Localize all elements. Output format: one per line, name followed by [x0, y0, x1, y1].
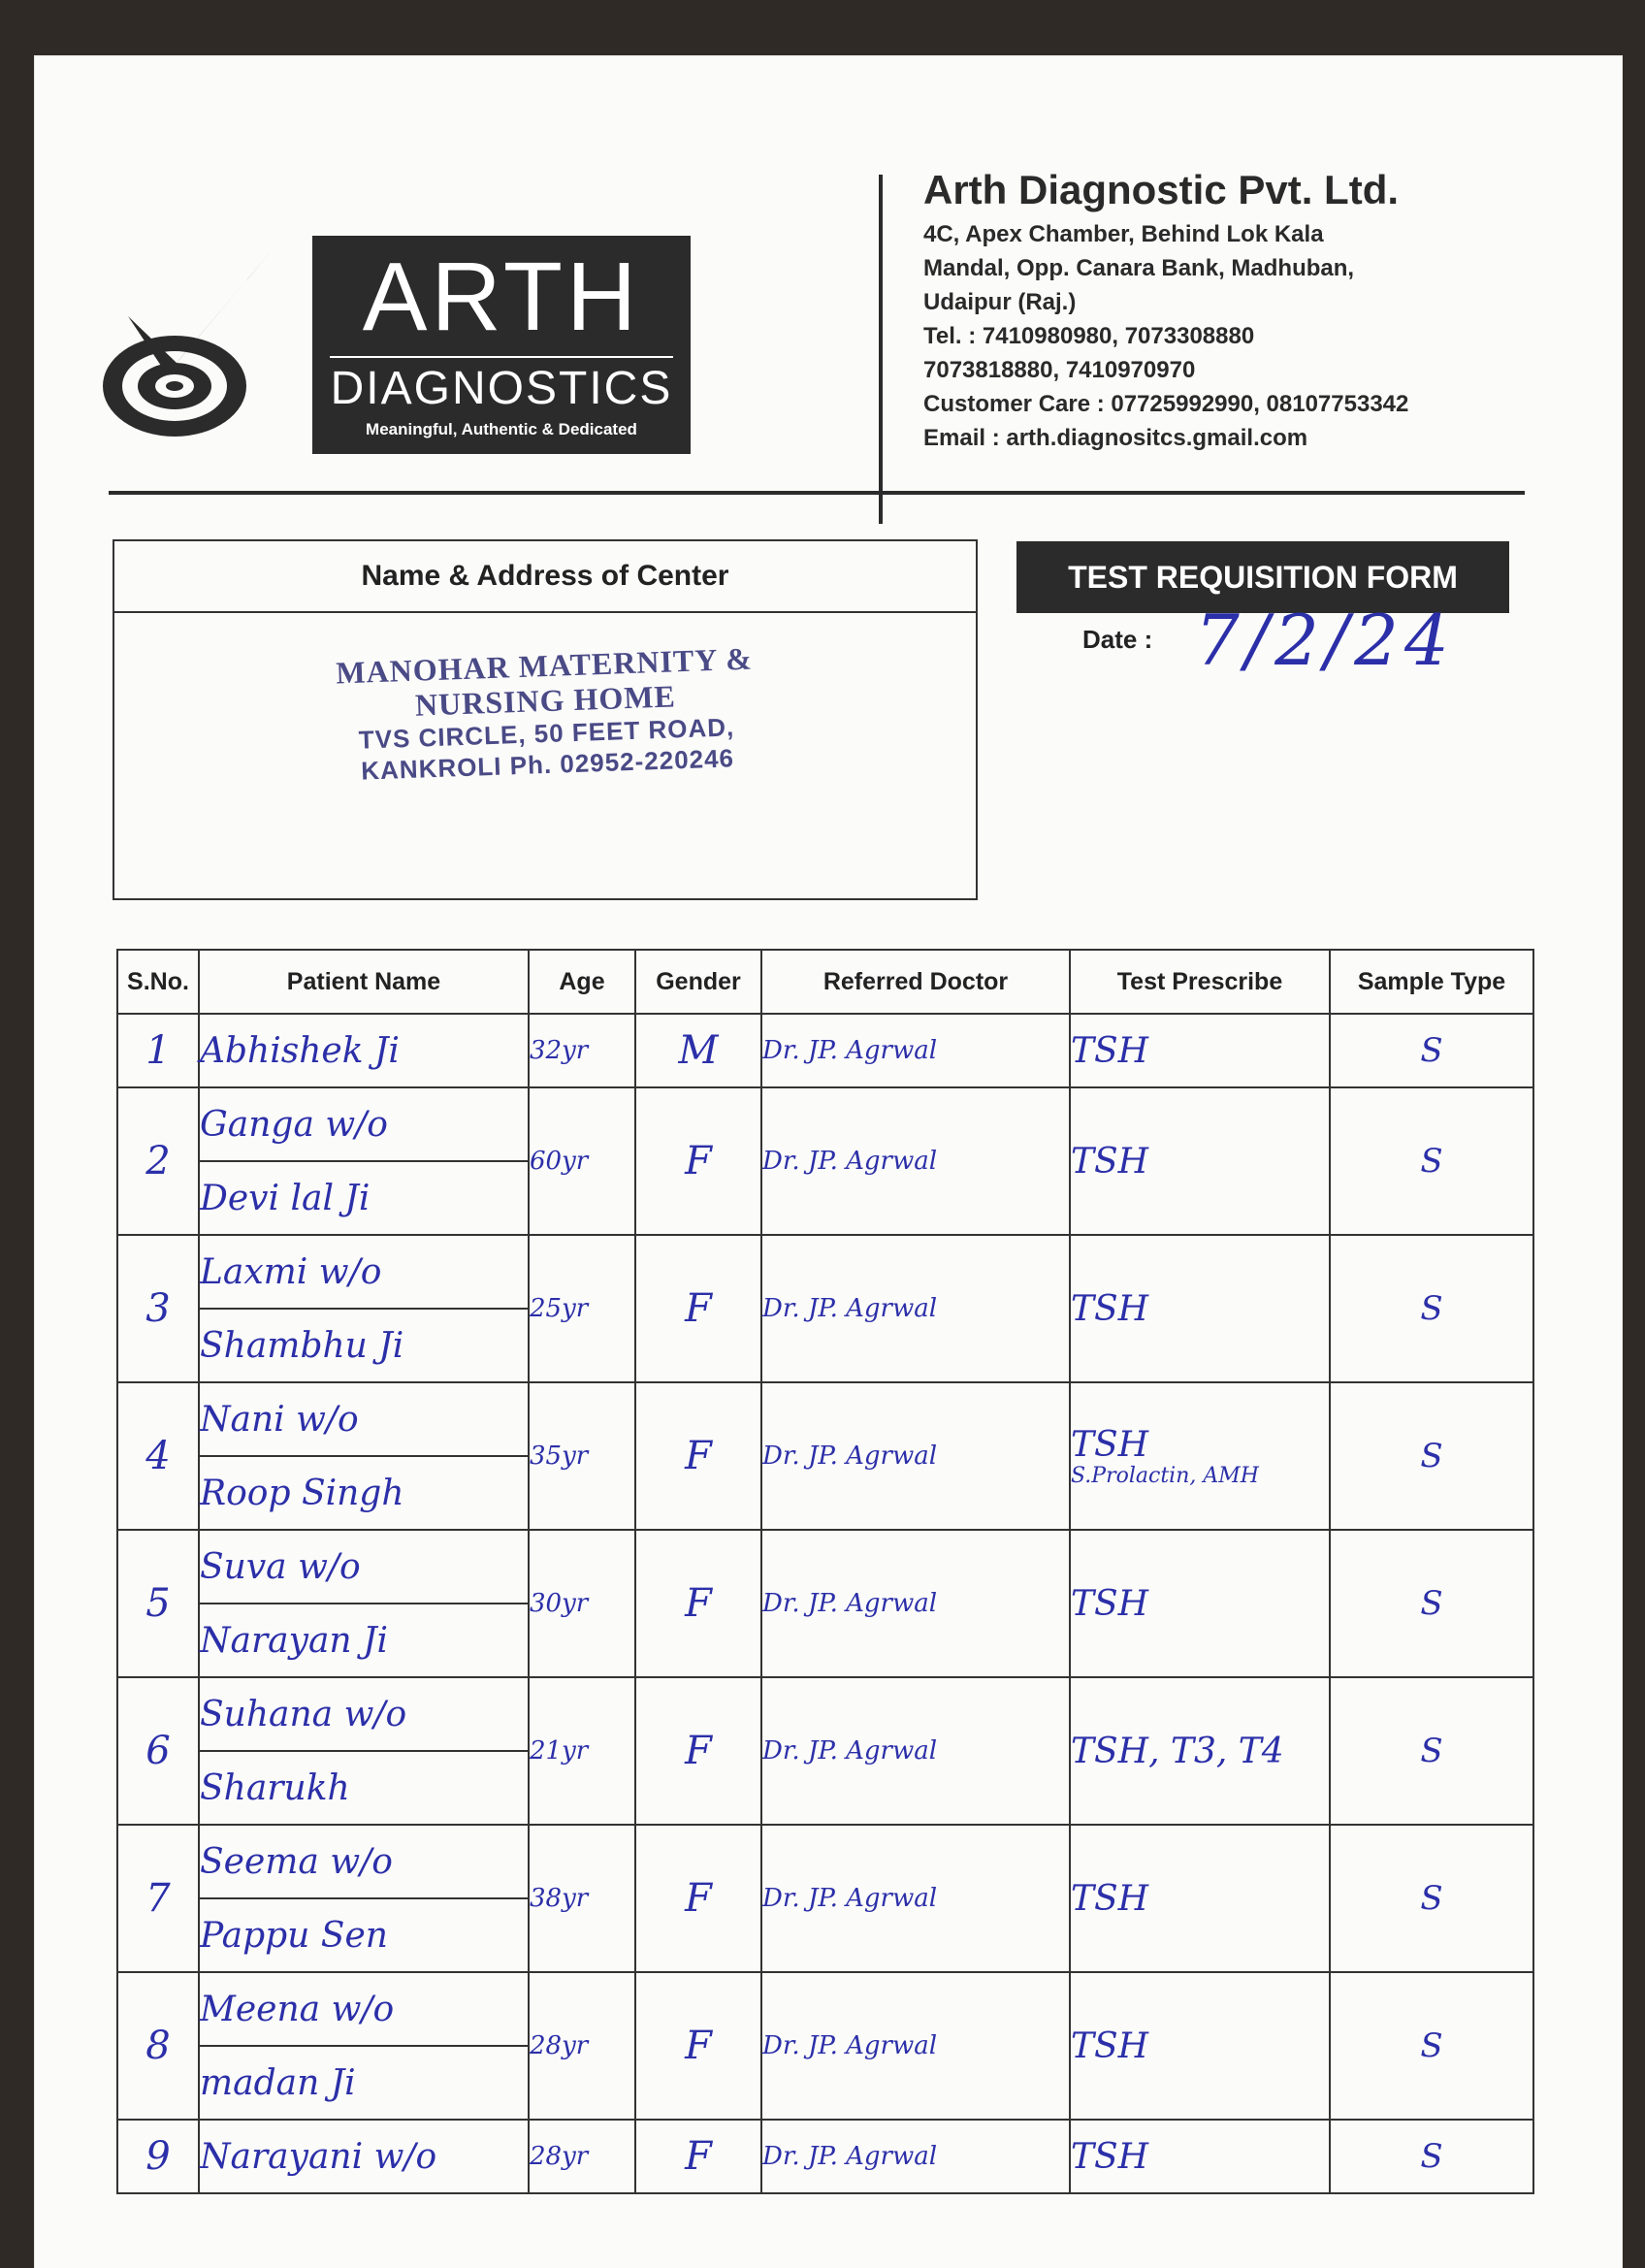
- patient-name: [199, 1382, 529, 1456]
- test-prescribed-text: TSH: [1071, 1288, 1149, 1329]
- patient-age: [529, 1235, 635, 1382]
- patient-gender: [635, 2120, 761, 2193]
- company-info: [923, 163, 1564, 455]
- center-stamp: [336, 641, 757, 788]
- header-patient-name: Patient Name: [199, 950, 529, 1014]
- test-prescribed-text: TSH: [1071, 1141, 1149, 1182]
- patient-age: [529, 1530, 635, 1677]
- patient-name-text: Ganga w/o: [200, 1104, 388, 1145]
- patient-relation: [199, 1751, 529, 1825]
- header-divider: [879, 175, 883, 524]
- sample-type: [1330, 1825, 1533, 1972]
- center-address-box: [113, 539, 978, 900]
- patient-gender: [635, 1825, 761, 1972]
- patient-age-text: 28yr: [530, 2031, 589, 2060]
- patient-name-text: Nani w/o: [200, 1399, 359, 1440]
- test-prescribed: [1070, 2120, 1330, 2193]
- patient-name-text: Abhishek Ji: [200, 1030, 400, 1071]
- header-rule: [109, 491, 1525, 495]
- sample-type: [1330, 1087, 1533, 1235]
- customer-care: Customer Care : 07725992990, 08107753342: [923, 391, 1409, 417]
- row-sno: [117, 1677, 199, 1825]
- referred-doctor-text: Dr. JP. Agrwal: [762, 1442, 938, 1471]
- referred-doctor: [761, 1014, 1070, 1087]
- sample-type-text: S: [1420, 1732, 1443, 1770]
- referred-doctor-text: Dr. JP. Agrwal: [762, 1589, 938, 1618]
- email: Email : arth.diagnositcs.gmail.com: [923, 425, 1308, 451]
- referred-doctor-text: Dr. JP. Agrwal: [762, 2142, 938, 2171]
- patient-name: [199, 1530, 529, 1604]
- referred-doctor-text: Dr. JP. Agrwal: [762, 1147, 938, 1176]
- patient-age: [529, 1087, 635, 1235]
- header-sno: S.No.: [117, 950, 199, 1014]
- referred-doctor: [761, 1087, 1070, 1235]
- stamp-line-4: KANKROLI Ph. 02952-220246: [360, 743, 735, 786]
- test-prescribed-text: TSH, T3, T4: [1071, 1731, 1284, 1771]
- center-title: Name & Address of Center: [114, 541, 976, 613]
- patient-age: [529, 2120, 635, 2193]
- patient-relation: [199, 2046, 529, 2120]
- address-line-2: Mandal, Opp. Canara Bank, Madhuban,: [923, 255, 1355, 281]
- row-sno: [117, 1825, 199, 1972]
- patient-gender: [635, 1972, 761, 2120]
- referred-doctor: [761, 1972, 1070, 2120]
- patient-name: [199, 1972, 529, 2046]
- patient-age-text: 30yr: [530, 1589, 589, 1618]
- table-row: [117, 1677, 1533, 1751]
- referred-doctor-text: Dr. JP. Agrwal: [762, 1884, 938, 1913]
- logo-wordmark: [312, 236, 691, 454]
- patient-relation: [199, 1456, 529, 1530]
- patient-gender-text: F: [685, 1876, 712, 1921]
- patient-relation-text: Devi lal Ji: [200, 1178, 371, 1218]
- patient-table: [116, 949, 1534, 2194]
- patient-relation: [199, 1309, 529, 1382]
- row-sno-text: 2: [145, 1139, 171, 1183]
- row-sno: [117, 1087, 199, 1235]
- row-sno-text: 9: [145, 2134, 171, 2179]
- address-line-1: 4C, Apex Chamber, Behind Lok Kala: [923, 221, 1324, 247]
- patient-name: [199, 1087, 529, 1161]
- row-sno-text: 3: [145, 1286, 171, 1331]
- patient-age-text: 38yr: [530, 1884, 589, 1913]
- row-sno-text: 6: [145, 1729, 171, 1773]
- referred-doctor-text: Dr. JP. Agrwal: [762, 2031, 938, 2060]
- patient-name: [199, 1677, 529, 1751]
- patient-gender-text: M: [678, 1028, 719, 1073]
- patient-age-text: 28yr: [530, 2142, 589, 2171]
- sample-type: [1330, 1014, 1533, 1087]
- referred-doctor: [761, 2120, 1070, 2193]
- patient-relation-text: Narayan Ji: [200, 1620, 389, 1661]
- test-prescribed-text: TSH: [1071, 1424, 1149, 1465]
- row-sno: [117, 1235, 199, 1382]
- test-prescribed: [1070, 1382, 1330, 1530]
- test-prescribed-text: TSH: [1071, 1583, 1149, 1624]
- patient-name-text: Seema w/o: [200, 1841, 393, 1882]
- table-row: [117, 1972, 1533, 2046]
- address-line-3: Udaipur (Raj.): [923, 289, 1077, 315]
- patient-relation-text: Sharukh: [200, 1767, 350, 1808]
- referred-doctor: [761, 1677, 1070, 1825]
- test-prescribed: [1070, 1235, 1330, 1382]
- referred-doctor: [761, 1235, 1070, 1382]
- patient-relation-text: Roop Singh: [200, 1473, 404, 1513]
- referred-doctor-text: Dr. JP. Agrwal: [762, 1294, 938, 1323]
- referred-doctor: [761, 1825, 1070, 1972]
- sample-type: [1330, 2120, 1533, 2193]
- patient-gender-text: F: [685, 2134, 712, 2179]
- sample-type-text: S: [1420, 1879, 1443, 1918]
- test-prescribed-text: TSH: [1071, 2025, 1149, 2066]
- row-sno-text: 4: [145, 1434, 171, 1478]
- phone-line-1: Tel. : 7410980980, 7073308880: [923, 323, 1255, 349]
- requisition-form-sheet: [35, 56, 1622, 2268]
- date-label: Date :: [1082, 625, 1153, 654]
- sample-type-text: S: [1420, 1031, 1443, 1070]
- referred-doctor: [761, 1382, 1070, 1530]
- patient-age-text: 35yr: [530, 1442, 589, 1471]
- patient-gender: [635, 1530, 761, 1677]
- patient-name: [199, 1014, 529, 1087]
- header-test-prescribe: Test Prescribe: [1070, 950, 1330, 1014]
- patient-gender: [635, 1235, 761, 1382]
- table-row: [117, 2120, 1533, 2193]
- row-sno-text: 1: [145, 1028, 171, 1073]
- patient-name-text: Laxmi w/o: [200, 1251, 382, 1292]
- patient-name-text: Narayani w/o: [200, 2136, 437, 2177]
- test-prescribed: [1070, 1677, 1330, 1825]
- table-header-row: [117, 950, 1533, 1014]
- header-age: Age: [529, 950, 635, 1014]
- test-prescribed: [1070, 1825, 1330, 1972]
- company-name: Arth Diagnostic Pvt. Ltd.: [923, 167, 1400, 212]
- logo-brand: ARTH: [362, 243, 641, 351]
- sample-type: [1330, 1677, 1533, 1825]
- patient-age-text: 32yr: [530, 1036, 589, 1065]
- patient-name: [199, 2120, 529, 2193]
- table-row: [117, 1530, 1533, 1604]
- patient-gender-text: F: [685, 2024, 712, 2068]
- test-note: S.Prolactin, AMH: [1071, 1463, 1259, 1488]
- row-sno-text: 7: [145, 1876, 171, 1921]
- row-sno: [117, 1530, 199, 1677]
- table-body: [117, 1014, 1533, 2193]
- logo-tagline: Meaningful, Authentic & Dedicated: [366, 420, 637, 438]
- row-sno: [117, 1382, 199, 1530]
- row-sno: [117, 2120, 199, 2193]
- sample-type-text: S: [1420, 2137, 1443, 2176]
- stamp-line-3: TVS CIRCLE, 50 FEET ROAD,: [358, 712, 735, 755]
- patient-age: [529, 1972, 635, 2120]
- patient-name-text: Suhana w/o: [200, 1694, 407, 1734]
- row-sno: [117, 1972, 199, 2120]
- table-row: [117, 1825, 1533, 1898]
- patient-relation-text: Pappu Sen: [200, 1915, 388, 1956]
- patient-gender-text: F: [685, 1581, 712, 1626]
- header-sample-type: Sample Type: [1330, 950, 1533, 1014]
- patient-relation-text: madan Ji: [200, 2062, 356, 2103]
- header-referred-doctor: Referred Doctor: [761, 950, 1070, 1014]
- patient-name: [199, 1825, 529, 1898]
- patient-gender: [635, 1677, 761, 1825]
- patient-relation: [199, 1161, 529, 1235]
- patient-name-text: Meena w/o: [200, 1989, 395, 2029]
- patient-gender-text: F: [685, 1139, 712, 1183]
- sample-type-text: S: [1420, 2026, 1443, 2065]
- patient-age: [529, 1677, 635, 1825]
- patient-gender-text: F: [685, 1729, 712, 1773]
- patient-age-text: 21yr: [530, 1736, 589, 1766]
- patient-name-text: Suva w/o: [200, 1546, 361, 1587]
- sample-type-text: S: [1420, 1289, 1443, 1328]
- logo-divider: [330, 356, 673, 358]
- patient-relation: [199, 1898, 529, 1972]
- table-row: [117, 1087, 1533, 1161]
- patient-relation: [199, 1604, 529, 1677]
- form-title: TEST REQUISITION FORM: [1016, 541, 1509, 613]
- sample-type: [1330, 1235, 1533, 1382]
- patient-gender-text: F: [685, 1434, 712, 1478]
- test-prescribed: [1070, 1014, 1330, 1087]
- company-logo: [99, 182, 700, 464]
- sample-type: [1330, 1530, 1533, 1677]
- patient-age-text: 25yr: [530, 1294, 589, 1323]
- referred-doctor-text: Dr. JP. Agrwal: [762, 1736, 938, 1766]
- referred-doctor-text: Dr. JP. Agrwal: [762, 1036, 938, 1065]
- referred-doctor: [761, 1530, 1070, 1677]
- table-row: [117, 1014, 1533, 1087]
- sample-type-text: S: [1420, 1584, 1443, 1623]
- row-sno-text: 8: [145, 2024, 171, 2068]
- sample-type-text: S: [1420, 1142, 1443, 1181]
- row-sno-text: 5: [145, 1581, 171, 1626]
- patient-gender-text: F: [685, 1286, 712, 1331]
- test-prescribed: [1070, 1530, 1330, 1677]
- patient-name: [199, 1235, 529, 1309]
- stamp-line-1: MANOHAR MATERNITY &: [335, 640, 754, 691]
- sample-type: [1330, 1972, 1533, 2120]
- patient-gender: [635, 1087, 761, 1235]
- table-row: [117, 1382, 1533, 1456]
- test-prescribed: [1070, 1972, 1330, 2120]
- table-row: [117, 1235, 1533, 1309]
- row-sno: [117, 1014, 199, 1087]
- stamp-line-2: NURSING HOME: [414, 678, 677, 723]
- test-prescribed-text: TSH: [1071, 1878, 1149, 1919]
- patient-age: [529, 1825, 635, 1972]
- patient-gender: [635, 1014, 761, 1087]
- patient-age: [529, 1382, 635, 1530]
- patient-age-text: 60yr: [530, 1147, 589, 1176]
- patient-relation-text: Shambhu Ji: [200, 1325, 404, 1366]
- patient-gender: [635, 1382, 761, 1530]
- test-prescribed-text: TSH: [1071, 2136, 1149, 2177]
- sample-type-text: S: [1420, 1437, 1443, 1475]
- phone-line-2: 7073818880, 7410970970: [923, 357, 1196, 383]
- patient-age: [529, 1014, 635, 1087]
- target-check-icon: [99, 239, 322, 462]
- test-prescribed-text: TSH: [1071, 1030, 1149, 1071]
- header-gender: Gender: [635, 950, 761, 1014]
- date-value: 7/2/24: [1195, 599, 1455, 681]
- sample-type: [1330, 1382, 1533, 1530]
- test-prescribed: [1070, 1087, 1330, 1235]
- logo-subtitle: DIAGNOSTICS: [330, 363, 673, 414]
